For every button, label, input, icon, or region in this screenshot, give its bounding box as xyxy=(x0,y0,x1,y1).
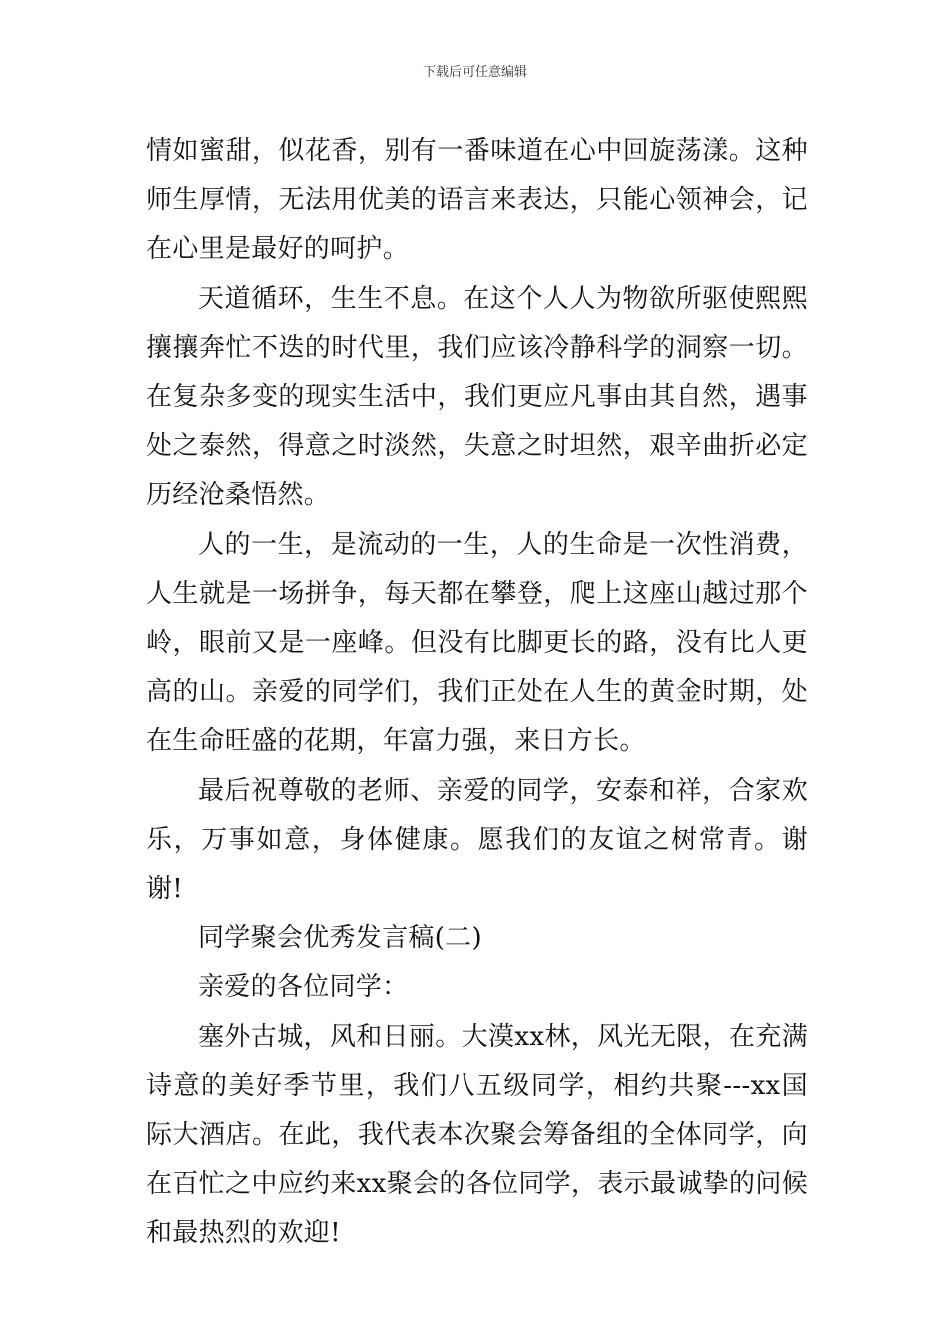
paragraph-rensheng: 人的一生，是流动的一生，人的生命是一次性消费，人生就是一场拼争，每天都在攀登，爬上这座山越过那个岭，眼前又是一座峰。但没有比脚更长的路，没有比人更高的山。亲爱的同学们，我们正处在人生的黄金时期，处在生命旺盛的花期，年富力强，来日方长。 xyxy=(146,529,808,757)
paragraph-tiandao: 天道循环，生生不息。在这个人人为物欲所驱使熙熙攘攘奔忙不迭的时代里，我们应该冷静科学的洞察一切。在复杂多变的现实生活中，我们更应凡事由其自然，遇事处之泰然，得意之时淡然，失意之时坦然，艰辛曲折必定历经沧桑悟然。 xyxy=(146,283,808,511)
page-header-note: 下载后可任意编辑 xyxy=(422,65,527,80)
section-title: 同学聚会优秀发言稿(二) xyxy=(198,923,482,954)
paragraph-opening: 塞外古城，风和日丽。大漠xx林，风光无限，在充满诗意的美好季节里，我们八五级同学，相约共聚---xx国际大酒店。在此，我代表本次聚会筹备组的全体同学，向在百忙之中应约来xx聚会的各位同学，表示最诚挚的问候和最热烈的欢迎! xyxy=(146,1021,808,1249)
salutation: 亲爱的各位同学： xyxy=(198,972,409,1003)
document-body xyxy=(146,127,808,1259)
paragraph-closing-wishes: 最后祝尊敬的老师、亲爱的同学，安泰和祥，合家欢乐，万事如意，身体健康。愿我们的友谊之树常青。谢谢! xyxy=(146,775,808,905)
paragraph-continuation: 情如蜜甜，似花香，别有一番味道在心中回旋荡漾。这种师生厚情，无法用优美的语言来表达，只能心领神会，记在心里是最好的呵护。 xyxy=(146,136,808,265)
